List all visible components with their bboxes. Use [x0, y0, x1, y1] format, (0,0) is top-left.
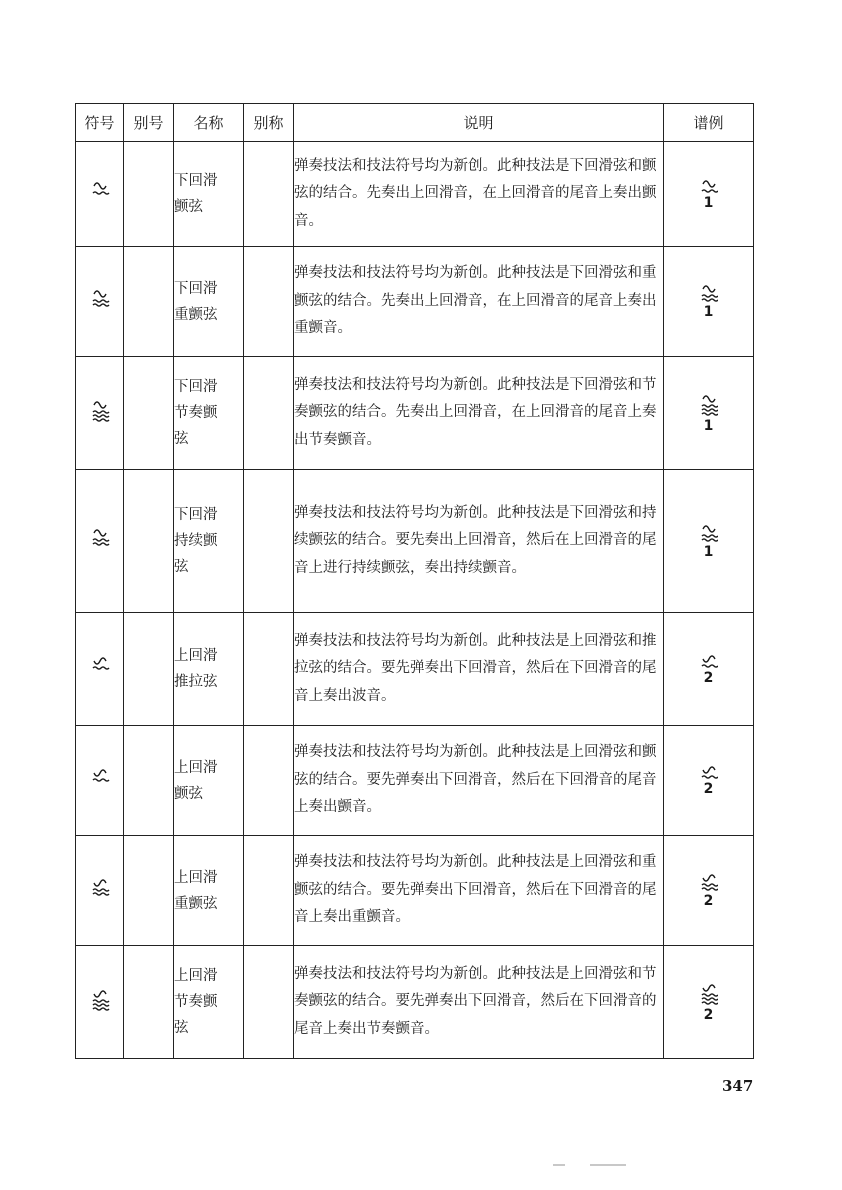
alt-symbol-cell — [124, 247, 174, 357]
up-return-slide-heavy-trill-icon — [88, 876, 112, 902]
example-cell — [664, 613, 754, 726]
technique-name: 上回滑 推拉弦 — [174, 648, 218, 690]
alt-symbol-cell — [124, 613, 174, 726]
technique-name: 下回滑 颤弦 — [174, 173, 218, 215]
table-row — [76, 613, 754, 726]
down-return-slide-sustained-trill-mark — [700, 524, 718, 544]
description-cell: 弹奏技法和技法符号均为新创。此种技法是下回滑弦和重颤弦的结合。先奏出上回滑音，在上回滑音的尾音上奏出重颤音。 — [294, 247, 664, 357]
example-note-digit: 1 — [703, 194, 714, 211]
alt-symbol-cell — [124, 142, 174, 247]
example-note-digit: 2 — [703, 893, 714, 909]
description-cell: 弹奏技法和技法符号均为新创。此种技法是上回滑弦和推拉弦的结合。要先弹奏出下回滑音，然后在下回滑音的尾音上奏出波音。 — [294, 613, 664, 726]
name-cell — [174, 946, 244, 1059]
header-alt-name: 别称 — [244, 104, 294, 142]
alt-name-cell — [244, 357, 294, 470]
symbol-cell — [76, 726, 124, 836]
alt-symbol-cell — [124, 836, 174, 946]
description-cell: 弹奏技法和技法符号均为新创。此种技法是上回滑弦和颤弦的结合。要先弹奏出下回滑音，然后在下回滑音的尾音上奏出颤音。 — [294, 726, 664, 836]
alt-symbol-cell — [124, 470, 174, 613]
alt-name-cell — [244, 613, 294, 726]
alt-symbol-cell — [124, 726, 174, 836]
technique-name: 下回滑 持续颤 弦 — [174, 507, 218, 575]
description-cell: 弹奏技法和技法符号均为新创。此种技法是上回滑弦和节奏颤弦的结合。要先弹奏出下回滑音，然后在下回滑音的尾音上奏出节奏颤音。 — [294, 946, 664, 1059]
down-return-slide-trill-icon — [88, 179, 112, 205]
symbol-cell — [76, 357, 124, 470]
example-cell — [664, 142, 754, 247]
example-cell — [664, 726, 754, 836]
scan-smudge — [590, 1164, 626, 1166]
technique-table — [75, 103, 754, 1059]
name-cell — [174, 142, 244, 247]
example-cell — [664, 836, 754, 946]
up-return-slide-heavy-trill-mark — [700, 873, 718, 893]
technique-name: 上回滑 节奏颤 弦 — [174, 968, 218, 1036]
name-cell — [174, 613, 244, 726]
header-description: 说明 — [294, 104, 664, 142]
name-cell — [174, 470, 244, 613]
alt-name-cell — [244, 946, 294, 1059]
down-return-slide-rhythmic-trill-mark — [700, 394, 718, 418]
down-return-slide-heavy-trill-mark — [700, 284, 718, 304]
description-cell: 弹奏技法和技法符号均为新创。此种技法是上回滑弦和重颤弦的结合。要先弹奏出下回滑音，然后在下回滑音的尾音上奏出重颤音。 — [294, 836, 664, 946]
up-return-slide-trill-mark — [700, 765, 718, 781]
symbol-cell — [76, 613, 124, 726]
header-alt-symbol: 别号 — [124, 104, 174, 142]
example-cell — [664, 470, 754, 613]
name-cell — [174, 836, 244, 946]
up-return-slide-push-pull-mark — [700, 654, 718, 670]
up-return-slide-push-pull-icon — [88, 654, 112, 680]
example-cell — [664, 357, 754, 470]
table-header-row — [76, 104, 754, 142]
description-cell: 弹奏技法和技法符号均为新创。此种技法是下回滑弦和节奏颤弦的结合。先奏出上回滑音，在上回滑音的尾音上奏出节奏颤音。 — [294, 357, 664, 470]
example-note-digit: 1 — [703, 543, 714, 560]
name-cell — [174, 726, 244, 836]
table-row — [76, 836, 754, 946]
name-cell — [174, 357, 244, 470]
example-cell — [664, 946, 754, 1059]
scan-smudge — [553, 1164, 565, 1166]
table-row — [76, 946, 754, 1059]
up-return-slide-trill-icon — [88, 766, 112, 792]
alt-name-cell — [244, 247, 294, 357]
up-return-slide-rhythmic-trill-mark — [700, 983, 718, 1007]
symbol-cell — [76, 247, 124, 357]
alt-name-cell — [244, 142, 294, 247]
symbol-cell — [76, 142, 124, 247]
technique-name: 下回滑 重颤弦 — [174, 280, 218, 323]
example-note-digit: 2 — [703, 781, 714, 797]
alt-name-cell — [244, 726, 294, 836]
table-row — [76, 470, 754, 613]
technique-name: 下回滑 节奏颤 弦 — [174, 379, 218, 447]
example-note-digit: 1 — [703, 304, 714, 320]
description-cell: 弹奏技法和技法符号均为新创。此种技法是下回滑弦和颤弦的结合。先奏出上回滑音，在上回滑音的尾音上奏出颤音。 — [294, 142, 664, 247]
table-row — [76, 726, 754, 836]
up-return-slide-rhythmic-trill-icon — [88, 987, 112, 1013]
name-cell — [174, 247, 244, 357]
down-return-slide-sustained-trill-icon — [88, 526, 112, 552]
symbol-cell — [76, 470, 124, 613]
header-symbol: 符号 — [76, 104, 124, 142]
table-row — [76, 142, 754, 247]
symbol-cell — [76, 836, 124, 946]
down-return-slide-rhythmic-trill-icon — [88, 398, 112, 424]
example-note-digit: 1 — [703, 417, 714, 434]
header-example: 谱例 — [664, 104, 754, 142]
header-name: 名称 — [174, 104, 244, 142]
table-row — [76, 357, 754, 470]
table-row — [76, 247, 754, 357]
down-return-slide-heavy-trill-icon — [88, 287, 112, 313]
page-number: 347 — [722, 1077, 754, 1095]
symbol-cell — [76, 946, 124, 1059]
alt-symbol-cell — [124, 357, 174, 470]
example-cell — [664, 247, 754, 357]
down-return-slide-trill-mark — [700, 179, 718, 195]
alt-name-cell — [244, 836, 294, 946]
technique-name: 上回滑 重颤弦 — [174, 869, 218, 912]
alt-name-cell — [244, 470, 294, 613]
example-note-digit: 2 — [703, 669, 714, 686]
technique-name: 上回滑 颤弦 — [174, 759, 218, 802]
description-cell: 弹奏技法和技法符号均为新创。此种技法是下回滑弦和持续颤弦的结合。要先奏出上回滑音，然后在上回滑音的尾音上进行持续颤弦，奏出持续颤音。 — [294, 470, 664, 613]
alt-symbol-cell — [124, 946, 174, 1059]
example-note-digit: 2 — [703, 1006, 714, 1023]
